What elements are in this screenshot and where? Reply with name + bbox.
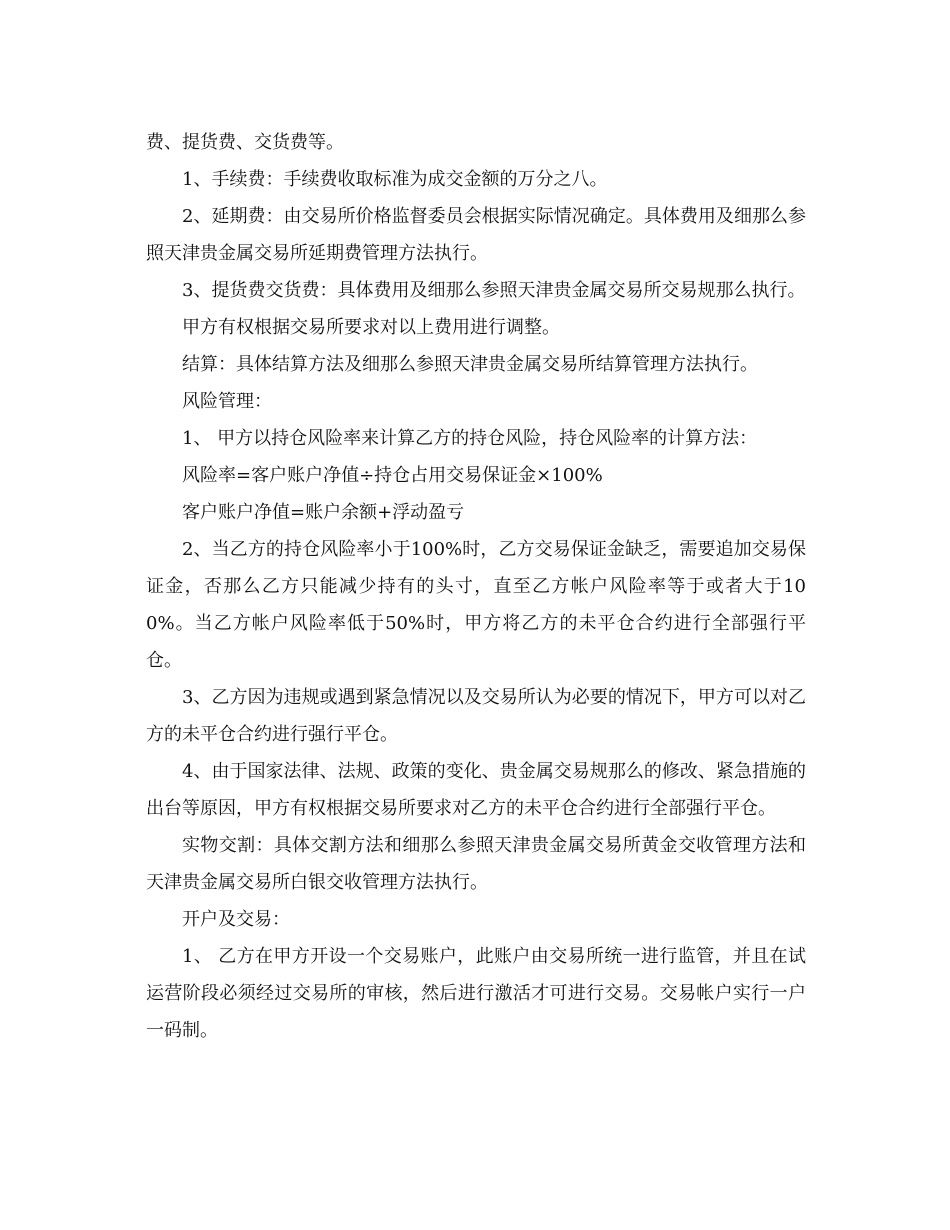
document-body <box>146 124 806 1049</box>
paragraph-risk-formula: 风险率=客户账户净值÷持仓占用交易保证金×100% <box>182 465 603 486</box>
paragraph-physical-delivery: 实物交割：具体交割方法和细那么参照天津贵金属交易所黄金交收管理方法和天津贵金属交易所白银交收管理方法执行。 <box>146 835 806 893</box>
paragraph-delivery-fee: 3、提货费交货费：具体费用及细那么参照天津贵金属交易所交易规那么执行。 <box>182 280 806 301</box>
paragraph-risk-rule-4: 4、由于国家法律、法规、政策的变化、贵金属交易规那么的修改、紧急措施的出台等原因，甲方有权根据交易所要求对乙方的未平仓合约进行全部强行平仓。 <box>146 761 806 819</box>
paragraph-risk-heading: 风险管理： <box>182 391 272 412</box>
paragraph-handling-fee: 1、手续费：手续费收取标准为成交金额的万分之八。 <box>182 169 608 190</box>
paragraph-risk-rule-1: 1、 甲方以持仓风险率来计算乙方的持仓风险，持仓风险率的计算方法： <box>182 428 758 449</box>
paragraph-fee-list-end: 费、提货费、交货费等。 <box>146 132 344 153</box>
paragraph-extension-fee: 2、延期费：由交易所价格监督委员会根据实际情况确定。具体费用及细那么参照天津贵金属交易所延期费管理方法执行。 <box>146 206 806 264</box>
paragraph-risk-rule-3: 3、乙方因为违规或遇到紧急情况以及交易所认为必要的情况下，甲方可以对乙方的未平仓合约进行强行平仓。 <box>146 687 806 745</box>
paragraph-account-rule-1: 1、 乙方在甲方开设一个交易账户，此账户由交易所统一进行监管，并且在试运营阶段必须经过交易所的审核，然后进行激活才可进行交易。交易帐户实行一户一码制。 <box>146 946 806 1041</box>
paragraph-net-value-formula: 客户账户净值=账户余额+浮动盈亏 <box>182 502 465 523</box>
paragraph-fee-adjustment: 甲方有权根据交易所要求对以上费用进行调整。 <box>182 317 560 338</box>
paragraph-account-heading: 开户及交易： <box>182 909 290 930</box>
paragraph-settlement: 结算：具体结算方法及细那么参照天津贵金属交易所结算管理方法执行。 <box>182 354 758 375</box>
paragraph-risk-rule-2: 2、当乙方的持仓风险率小于100%时，乙方交易保证金缺乏，需要追加交易保证金，否那么乙方只能减少持有的头寸，直至乙方帐户风险率等于或者大于100%。当乙方帐户风险率低于50%时，甲方将乙方的未平仓合约进行全部强行平仓。 <box>146 539 806 671</box>
